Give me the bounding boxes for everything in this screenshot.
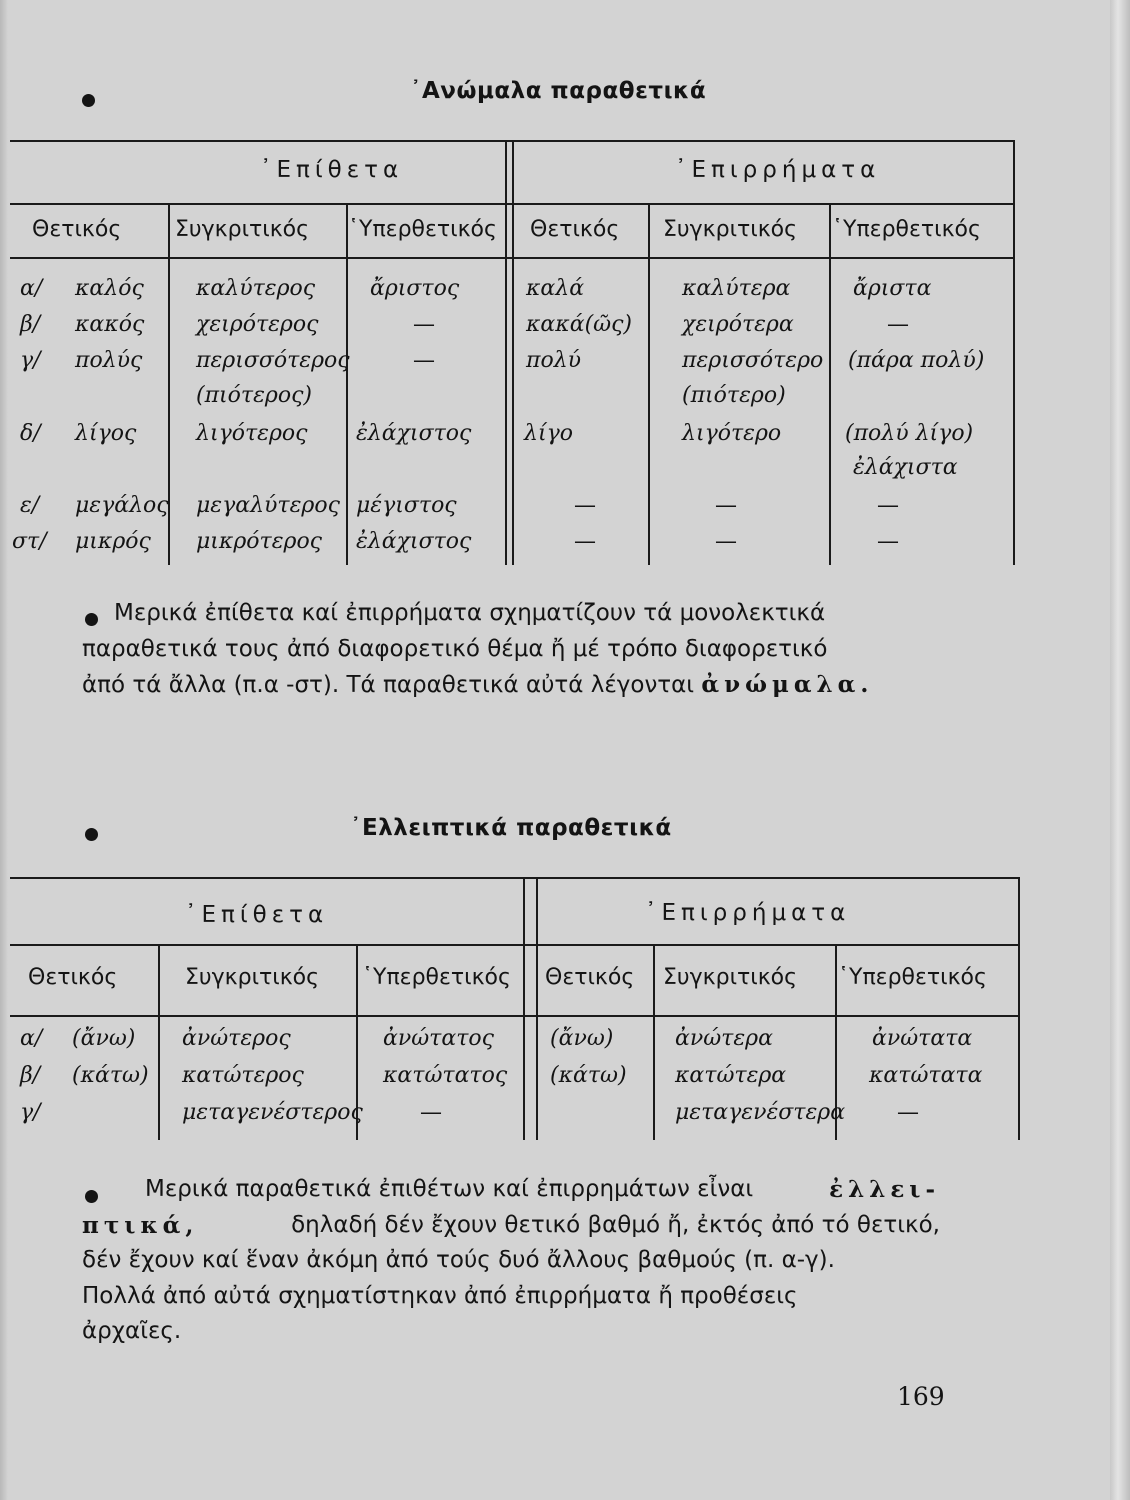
row-label: β/	[20, 1063, 41, 1088]
table-cell: —	[574, 529, 596, 554]
group-header-adverbs: ᾿Επιρρήματα	[675, 157, 881, 183]
term-anomalous: ἀνώμαλα.	[701, 671, 874, 698]
table-cell: καλύτερος	[196, 276, 316, 301]
table-cell: μεταγενέστερος	[182, 1100, 363, 1125]
table-cell: μεγαλύτερος	[196, 493, 340, 518]
table-cell: ἄριστος	[370, 276, 460, 301]
col-header: Θετικός	[32, 217, 122, 242]
table-cell: μέγιστος	[356, 493, 457, 518]
table-cell: καλά	[526, 276, 585, 301]
group-header-adjectives: ᾿Επίθετα	[260, 157, 404, 183]
table-rule	[346, 203, 348, 565]
table-rule	[829, 203, 831, 565]
table-cell: ἀνώτερος	[182, 1026, 291, 1051]
col-header: ῾Υπερθετικός	[832, 217, 981, 242]
section1-title: ᾿Ανώμαλα παραθετικά	[410, 78, 707, 104]
section2-title: ᾿Ελλειπτικά παραθετικά	[350, 815, 672, 841]
table-cell: καλός	[75, 276, 144, 301]
col-header: Συγκριτικός	[175, 217, 310, 242]
col-header: ῾Υπερθετικός	[838, 965, 987, 990]
col-header: Συγκριτικός	[663, 217, 798, 242]
table-cell: λίγο	[524, 421, 573, 446]
table-cell: —	[877, 493, 899, 518]
table-cell: πολύς	[75, 348, 143, 373]
table-cell: περισσότερο	[682, 348, 824, 373]
table-cell: μικρότερος	[196, 529, 323, 554]
table-cell: χειρότερα	[682, 312, 794, 337]
table-cell: λίγος	[75, 421, 137, 446]
table-cell: μεγάλος	[75, 493, 169, 518]
table-rule	[523, 877, 525, 1140]
table-cell: κακά(ῶς)	[526, 312, 632, 337]
paragraph-line: Πολλά ἀπό αὐτά σχηματίστηκαν ἀπό ἐπιρρήματα ἤ προθέσεις	[82, 1282, 798, 1309]
table-cell: χειρότερος	[196, 312, 319, 337]
paragraph-line: ἀρχαῖες.	[82, 1318, 182, 1344]
table-cell: —	[715, 529, 737, 554]
row-label: ε/	[20, 493, 40, 518]
paragraph-line	[82, 667, 937, 704]
row-label: γ/	[20, 348, 41, 373]
table-cell: —	[877, 529, 899, 554]
table-rule	[505, 140, 507, 565]
paragraph-line	[82, 1172, 940, 1208]
table-cell: περισσότερος	[196, 348, 350, 373]
page-number: 169	[897, 1382, 945, 1411]
paragraph-line: δέν ἔχουν καί ἕναν ἀκόμη ἀπό τούς δυό ἄλλους βαθμούς (π. α-γ).	[82, 1247, 835, 1273]
page-left-shadow	[0, 0, 8, 1500]
table-cell: ἀνώτατα	[872, 1026, 973, 1051]
table-rule	[648, 203, 650, 565]
table-rule	[536, 877, 538, 1140]
table-cell: κατώτερα	[675, 1063, 787, 1088]
table-rule	[158, 944, 160, 1140]
table-cell: (πιότερο)	[682, 383, 786, 408]
col-header: Θετικός	[28, 965, 118, 990]
group-header-adjectives: ᾿Επίθετα	[185, 902, 329, 928]
paragraph-defective	[82, 1172, 940, 1350]
row-label: α/	[20, 1026, 43, 1051]
row-label: στ/	[12, 529, 47, 554]
row-label: δ/	[20, 421, 41, 446]
table-cell: πολύ	[526, 348, 582, 373]
table-rule	[1013, 140, 1015, 565]
col-header: Συγκριτικός	[663, 965, 798, 990]
book-spine	[1110, 0, 1130, 1500]
col-header: ῾Υπερθετικός	[362, 965, 511, 990]
row-label: β/	[20, 312, 41, 337]
table-cell: —	[413, 312, 435, 337]
paragraph-text: δηλαδή δέν ἔχουν θετικό βαθμό ἤ, ἐκτός ἀπό τό θετικό,	[291, 1211, 940, 1238]
table-cell: κακός	[75, 312, 145, 337]
bullet-icon	[82, 94, 95, 107]
table-cell: (ἄνω)	[72, 1026, 136, 1051]
col-header: Συγκριτικός	[185, 965, 320, 990]
table-cell: μεταγενέστερα	[675, 1100, 846, 1125]
col-header: Θετικός	[530, 217, 620, 242]
paragraph-anomalous	[82, 596, 937, 704]
table-cell: κατώτερος	[182, 1063, 304, 1088]
table-cell: ἀνώτερα	[675, 1026, 773, 1051]
table-rule	[512, 140, 514, 565]
table-cell: λιγότερος	[196, 421, 308, 446]
table-rule	[653, 944, 655, 1140]
table-cell: —	[887, 312, 909, 337]
table-rule	[10, 877, 1020, 879]
table-cell: καλύτερα	[682, 276, 791, 301]
paragraph-line: παραθετικά τους ἀπό διαφορετικό θέμα ἤ μέ τρόπο διαφορετικό	[82, 635, 828, 662]
table-cell: λιγότερο	[682, 421, 782, 446]
paragraph-line: Μερικά ἐπίθετα καί ἐπιρρήματα σχηματίζουν τά μονολεκτικά	[114, 600, 826, 626]
table-cell: (κάτω)	[550, 1063, 627, 1088]
table-cell: —	[574, 493, 596, 518]
bullet-icon	[85, 828, 98, 841]
table-cell: κατώτατα	[869, 1063, 983, 1088]
table-cell: ἐλάχιστος	[356, 421, 472, 446]
term-defective: ἐλλει-	[829, 1176, 940, 1203]
group-header-adverbs: ᾿Επιρρήματα	[645, 900, 851, 926]
table-cell: μικρός	[75, 529, 151, 554]
table-rule	[1018, 877, 1020, 1140]
paragraph-text: Μερικά παραθετικά ἐπιθέτων καί ἐπιρρημάτων εἶναι	[145, 1176, 754, 1202]
row-label: γ/	[20, 1100, 41, 1125]
table-cell: (πολύ λίγο)	[845, 421, 974, 446]
col-header: Θετικός	[545, 965, 635, 990]
table-cell: (κάτω)	[72, 1063, 149, 1088]
table-cell: —	[897, 1100, 919, 1125]
paragraph-text: ἀπό τά ἄλλα (π.α -στ). Τά παραθετικά αὐτά λέγονται	[82, 672, 695, 698]
table-cell: ἐλάχιστος	[356, 529, 472, 554]
table-cell: —	[420, 1100, 442, 1125]
table-cell: ἀνώτατος	[383, 1026, 494, 1051]
table-cell: ἐλάχιστα	[853, 455, 958, 480]
table-cell: —	[413, 348, 435, 373]
table-rule	[10, 944, 1020, 946]
term-defective: πτικά,	[82, 1211, 199, 1239]
col-header: ῾Υπερθετικός	[348, 217, 497, 242]
table-rule	[10, 1015, 1020, 1017]
table-cell: —	[715, 493, 737, 518]
row-label: α/	[20, 276, 43, 301]
paragraph-line	[82, 1208, 940, 1244]
table-cell: (ἄνω)	[550, 1026, 614, 1051]
table-cell: κατώτατος	[383, 1063, 508, 1088]
table-cell: (πιότερος)	[196, 383, 312, 408]
table-cell: (πάρα πολύ)	[848, 348, 985, 373]
table-cell: ἄριστα	[853, 276, 932, 301]
